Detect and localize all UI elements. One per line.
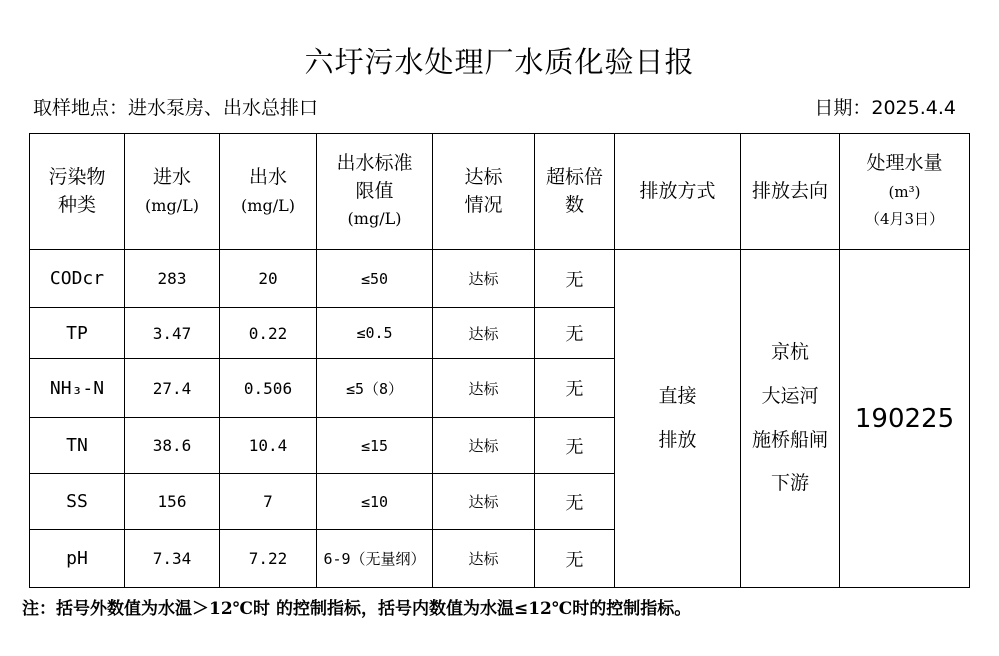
header-discharge-to: 排放去向	[741, 134, 840, 250]
limit-cell: 6-9（无量纲）	[317, 530, 433, 588]
exceed-cell: 无	[535, 250, 615, 308]
footnote: 注：括号外数值为水温＞12℃时 的控制指标，括号内数值为水温≤12℃时的控制指标。	[22, 599, 692, 619]
exceed-cell: 无	[535, 359, 615, 418]
volume-cell: 190225	[840, 250, 970, 588]
influent-cell: 38.6	[125, 418, 220, 474]
influent-cell: 7.34	[125, 530, 220, 588]
status-cell: 达标	[433, 359, 535, 418]
status-cell: 达标	[433, 308, 535, 359]
report-date: 日期：2025.4.4	[814, 97, 956, 119]
water-quality-table	[29, 133, 970, 588]
exceed-cell: 无	[535, 308, 615, 359]
header-influent: 进水 (mg/L)	[125, 134, 220, 250]
limit-cell: ≤15	[317, 418, 433, 474]
effluent-cell: 0.22	[220, 308, 317, 359]
pollutant-cell: CODcr	[30, 250, 125, 308]
effluent-cell: 7.22	[220, 530, 317, 588]
header-pollutant: 污染物 种类	[30, 134, 125, 250]
status-cell: 达标	[433, 250, 535, 308]
pollutant-cell: NH₃-N	[30, 359, 125, 418]
limit-cell: ≤50	[317, 250, 433, 308]
exceed-cell: 无	[535, 474, 615, 530]
header-effluent: 出水 (mg/L)	[220, 134, 317, 250]
pollutant-cell: TN	[30, 418, 125, 474]
effluent-cell: 20	[220, 250, 317, 308]
influent-cell: 156	[125, 474, 220, 530]
limit-cell: ≤0.5	[317, 308, 433, 359]
header-exceed: 超标倍 数	[535, 134, 615, 250]
status-cell: 达标	[433, 474, 535, 530]
report-title: 六圩污水处理厂水质化验日报	[304, 45, 695, 79]
header-status: 达标 情况	[433, 134, 535, 250]
discharge-method-cell: 直接 排放	[615, 250, 741, 588]
exceed-cell: 无	[535, 530, 615, 588]
status-cell: 达标	[433, 530, 535, 588]
header-limit: 出水标准 限值 (mg/L)	[317, 134, 433, 250]
effluent-cell: 10.4	[220, 418, 317, 474]
pollutant-cell: TP	[30, 308, 125, 359]
header-row	[30, 134, 970, 250]
sampling-location: 取样地点：进水泵房、出水总排口	[33, 97, 319, 119]
exceed-cell: 无	[535, 418, 615, 474]
status-cell: 达标	[433, 418, 535, 474]
pollutant-cell: SS	[30, 474, 125, 530]
header-discharge-method: 排放方式	[615, 134, 741, 250]
header-volume: 处理水量 (m³) （4月3日）	[840, 134, 970, 250]
table-row	[30, 250, 970, 308]
effluent-cell: 7	[220, 474, 317, 530]
effluent-cell: 0.506	[220, 359, 317, 418]
influent-cell: 283	[125, 250, 220, 308]
limit-cell: ≤5（8）	[317, 359, 433, 418]
discharge-to-cell: 京杭 大运河 施桥船闸 下游	[741, 250, 840, 588]
pollutant-cell: pH	[30, 530, 125, 588]
influent-cell: 27.4	[125, 359, 220, 418]
influent-cell: 3.47	[125, 308, 220, 359]
limit-cell: ≤10	[317, 474, 433, 530]
